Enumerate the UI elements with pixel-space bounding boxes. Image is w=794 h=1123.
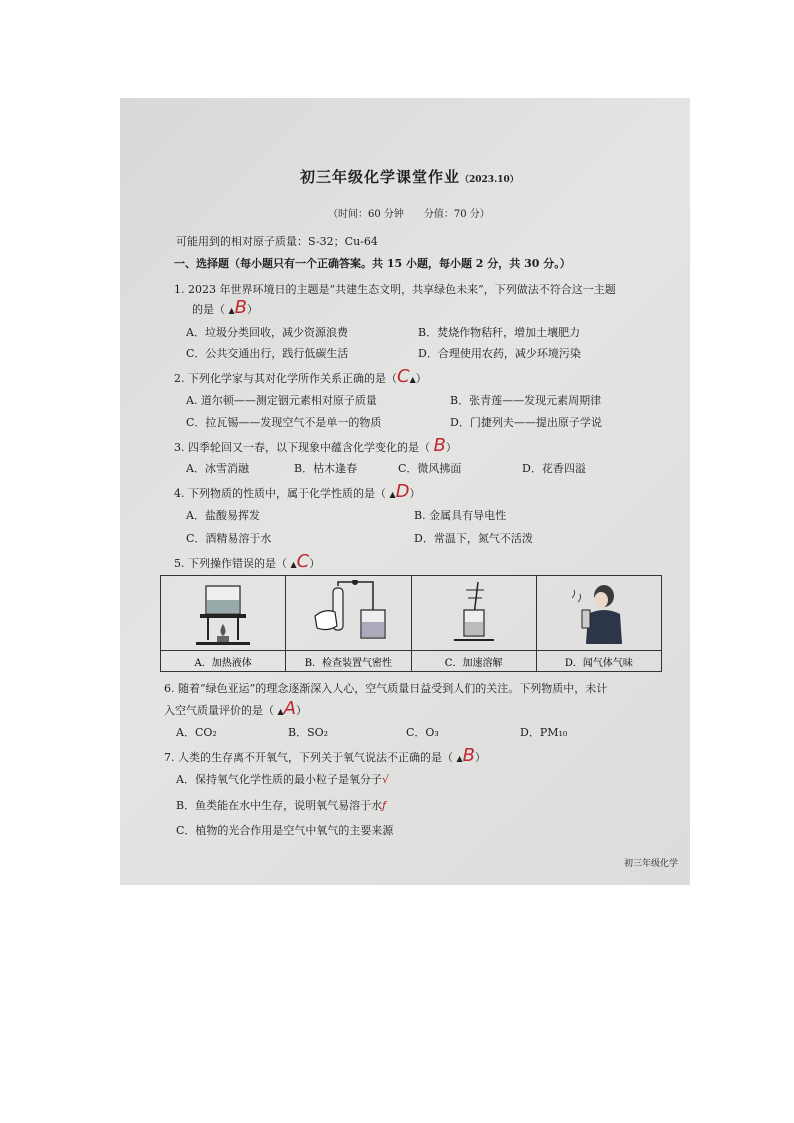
option: C．公共交通出行，践行低碳生活 [186, 347, 349, 360]
question-7-stem: 7. 人类的生存离不开氧气，下列关于氧气说法不正确的是（ ▲B） [164, 745, 487, 766]
option: B. 金属具有导电性 [414, 509, 507, 522]
option: C．O₃ [406, 726, 439, 739]
question-2-stem: 2. 下列化学家与其对化学所作关系正确的是（C▲） [174, 366, 427, 387]
figure-caption-a: A．加热液体 [161, 651, 286, 672]
option: D．PM₁₀ [520, 726, 568, 739]
answer-mark: C [296, 551, 310, 572]
option: A．盐酸易挥发 [186, 509, 260, 522]
figure-caption-b: B．检查装置气密性 [286, 651, 411, 672]
option: D．门捷列夫——提出原子学说 [450, 416, 602, 429]
option: C．微风拂面 [398, 462, 462, 475]
worksheet-title: 初三年级化学课堂作业（2023.10） [300, 168, 519, 186]
answer-mark: A [283, 698, 296, 719]
option: A．保持氧气化学性质的最小粒子是氧分子√ [176, 773, 389, 786]
smelling-gas-illustration [564, 580, 634, 646]
option: B．SO₂ [288, 726, 329, 739]
question-5-figure-table [160, 575, 662, 672]
option: D．花香四溢 [522, 462, 586, 475]
option: D．常温下，氮气不活泼 [414, 532, 533, 545]
question-1-stem-cont: 的是（ ▲B） [192, 297, 259, 318]
option: A．垃圾分类回收，减少资源浪费 [186, 326, 348, 339]
time-score-line: （时间：60 分钟 分值：70 分） [328, 209, 490, 220]
answer-mark: D [395, 481, 410, 502]
page-footer: 初三年级化学 [624, 859, 679, 869]
option: A．冰雪消融 [186, 462, 249, 475]
figure-a-cell [161, 576, 286, 651]
option: D．合理使用农药，减少环境污染 [418, 347, 581, 360]
option: B．焚烧作物秸秆，增加土壤肥力 [418, 326, 581, 339]
option: C．植物的光合作用是空气中氧气的主要来源 [176, 824, 394, 837]
document-photo [120, 98, 690, 885]
question-1-stem: 1. 2023 年世界环境日的主题是“共建生态文明，共享绿色未来”，下列做法不符合这一主题 [174, 283, 616, 296]
figure-c-cell [411, 576, 536, 651]
atomic-mass-line: 可能用到的相对原子质量：S-32；Cu-64 [176, 235, 378, 248]
option: C．酒精易溶于水 [186, 532, 272, 545]
airtightness-check-illustration [303, 580, 393, 646]
question-6-stem: 6. 随着“绿色亚运”的理念逐渐深入人心，空气质量日益受到人们的关注。下列物质中，未计 [164, 682, 608, 695]
option: A. 道尔顿——测定铟元素相对原子质量 [186, 394, 377, 407]
answer-mark: B [234, 297, 248, 318]
option: B．鱼类能在水中生存，说明氧气易溶于水ƒ [176, 799, 386, 812]
answer-mark: C [397, 366, 410, 387]
answer-mark: B [433, 435, 446, 456]
option: C．拉瓦锡——发现空气不是单一的物质 [186, 416, 382, 429]
answer-mark: B [462, 745, 476, 766]
figure-caption-c: C．加速溶解 [411, 651, 536, 672]
section-heading: 一、选择题（每小题只有一个正确答案。共 15 小题，每小题 2 分，共 30 分。） [174, 257, 571, 270]
option: B．张青莲——发现元素周期律 [450, 394, 602, 407]
stirring-dissolution-illustration [444, 580, 504, 646]
question-6-stem-cont: 入空气质量评价的是（ ▲A） [164, 698, 307, 719]
option: B．枯木逢春 [294, 462, 358, 475]
figure-b-cell [286, 576, 411, 651]
figure-caption-d: D．闻气体气味 [536, 651, 661, 672]
question-4-stem: 4. 下列物质的性质中，属于化学性质的是（ ▲D） [174, 481, 421, 502]
figure-d-cell [536, 576, 661, 651]
question-5-stem: 5. 下列操作错误的是（ ▲C） [174, 551, 321, 572]
option: A．CO₂ [176, 726, 217, 739]
question-3-stem: 3. 四季轮回又一春，以下现象中蕴含化学变化的是（ B） [174, 435, 457, 456]
heating-liquid-illustration [188, 580, 258, 646]
